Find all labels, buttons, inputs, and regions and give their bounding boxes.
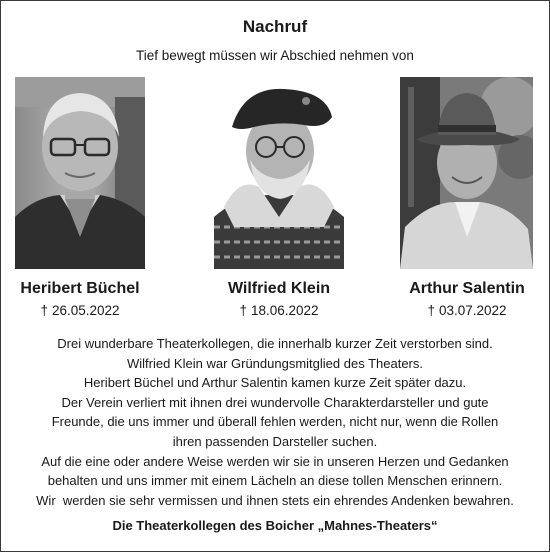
death-date-value: 18.06.2022 [250, 303, 319, 318]
signature: Die Theaterkollegen des Boicher „Mahnes-Theaters“ [112, 518, 438, 533]
cross-icon: † [427, 303, 435, 318]
text-line: Drei wunderbare Theaterkollegen, die innerhalb kurzer Zeit verstorben sind. [57, 336, 493, 351]
person-name-2: Wilfried Klein [227, 280, 331, 297]
death-date-3 [377, 303, 550, 318]
text-line: Wilfried Klein war Gründungsmitglied des Theaters. [126, 355, 423, 371]
person-name-1: Heribert Büchel [20, 280, 140, 297]
death-date-1 [0, 303, 170, 318]
text-line: Freunde, die uns immer und überall fehlen werden, nicht nur, wenn die Rollen [51, 414, 499, 430]
text-line: behalten und uns immer mit einem Lächeln an diese tollen Menschen erinnern. [47, 473, 503, 489]
portrait-photo-1 [15, 77, 145, 269]
death-date-value: 26.05.2022 [51, 303, 120, 318]
text-line: ihren passenden Darsteller suchen. [172, 433, 378, 449]
cross-icon: † [239, 303, 247, 318]
text-line: Wir werden sie sehr vermissen und ihnen stets ein ehrendes Andenken bewahren. [36, 492, 514, 508]
cross-icon: † [40, 303, 48, 318]
text-line: Auf die eine oder andere Weise werden wir sie in unseren Herzen und Gedanken [41, 453, 509, 469]
death-date-2 [189, 303, 369, 318]
obituary-text [7, 334, 543, 510]
text-line: Heribert Büchel und Arthur Salentin kamen kurze Zeit später dazu. [83, 375, 467, 391]
portrait-photo-3 [400, 77, 533, 269]
death-date-value: 03.07.2022 [438, 303, 507, 318]
portrait-photo-2 [214, 77, 344, 269]
notice-title: Nachruf [242, 17, 308, 36]
person-name-3: Arthur Salentin [409, 280, 525, 297]
text-line: Der Verein verliert mit ihnen drei wundervolle Charakterdarsteller und gute [61, 394, 489, 410]
notice-subtitle: Tief bewegt müssen wir Abschied nehmen von [136, 48, 414, 63]
